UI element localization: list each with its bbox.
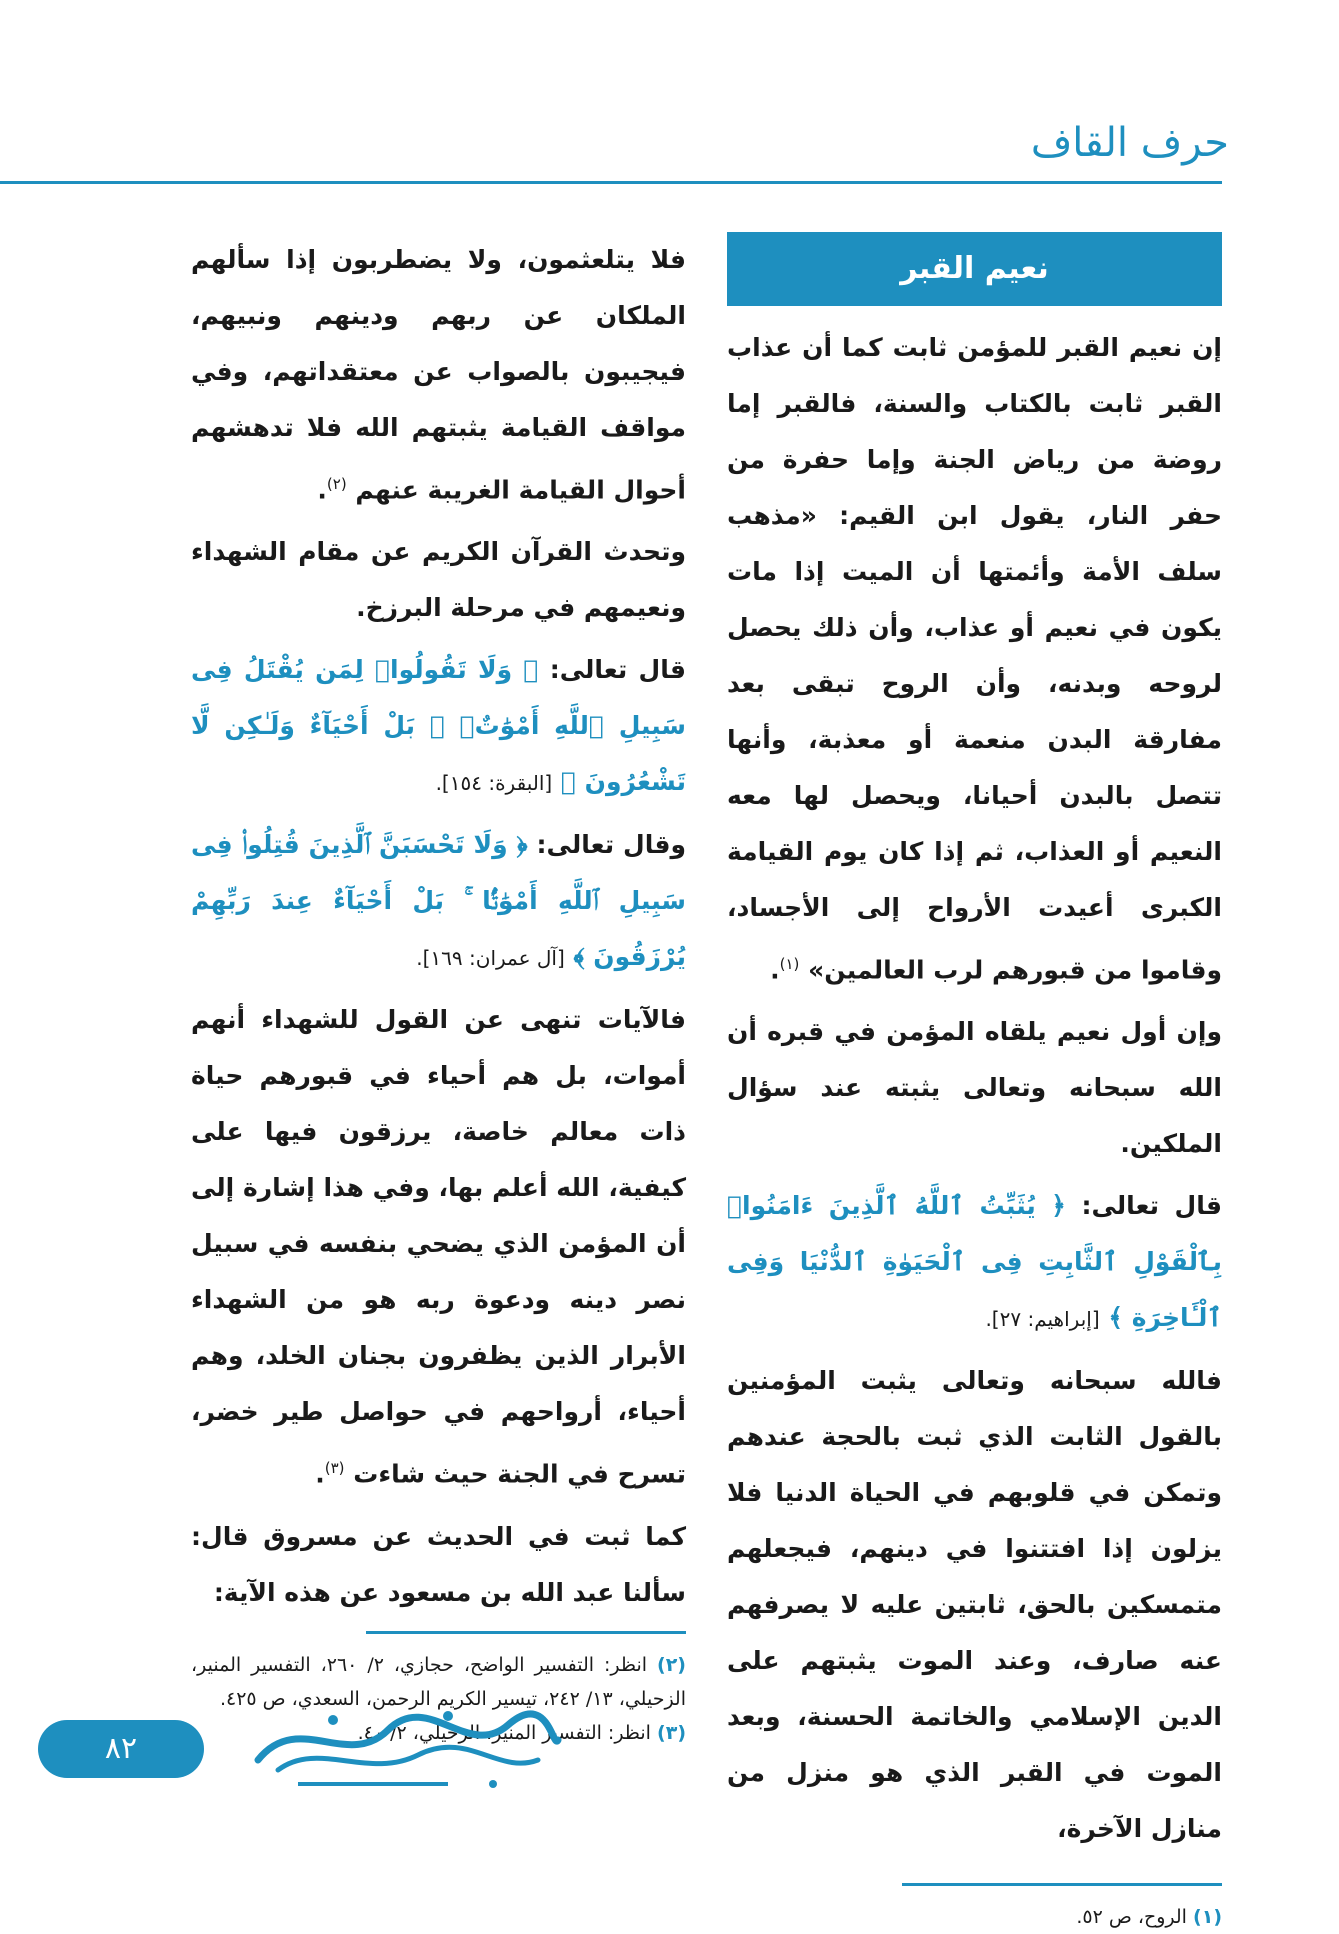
verse-intro: وقال تعالى:: [536, 830, 686, 860]
footnote-ref: (٣): [324, 1459, 345, 1478]
footnote-rule: [366, 1631, 686, 1634]
footnote-text: انظر: التفسير الواضح، حجازي، ٢/ ٢٦٠، التفسير المنير، الزحيلي، ١٣/ ٢٤٢، تيسير الكريم الرحمن، السعدي، ص ٤٢٥.: [191, 1653, 686, 1710]
paragraph-text: فالآيات تنهى عن القول للشهداء أنهم أموات، بل هم أحياء في قبورهم حياة ذات معالم خاصة، يرزقون فيها على كيفية، الله أعلم بها، وفي هذا إشارة إلى أن المؤمن الذي يضحي بنفسه في سبيل نصر دينه ودعوة ربه هو من الشهداء الأبرار الذين يظفرون بجنان الخلد، وهم أحياء، أرواحهم في حواصل طير خضر، تسرح في الجنة حيث شاءت: [191, 1005, 686, 1489]
paragraph: إن نعيم القبر للمؤمن ثابت كما أن عذاب القبر ثابت بالكتاب والسنة، فالقبر إما روضة من رياض الجنة وإما حفرة من حفر النار، يقول ابن القيم: «مذهب سلف الأمة وأئمتها أن الميت إذا مات يكون في نعيم أو عذاب، وأن ذلك يحصل لروحه وبدنه، وأن الروح تبقى بعد مفارقة البدن منعمة أو معذبة، وأنها تتصل بالبدن أحيانا، ويحصل لها معه النعيم أو العذاب، ثم إذا كان يوم القيامة الكبرى أعيدت الأرواح إلى الأجساد، وقاموا من قبورهم لرب العالمين» $^{(١)}$.: [727, 333, 1222, 985]
footnote-number: (٢): [657, 1653, 686, 1676]
paragraph: وإن أول نعيم يلقاه المؤمن في قبره أن الله سبحانه وتعالى يثبته عند سؤال الملكين.: [727, 1017, 1222, 1159]
footnote-rule: [902, 1883, 1222, 1886]
paragraph-verse: [191, 817, 686, 986]
paragraph: وتحدث القرآن الكريم عن مقام الشهداء ونعيمهم في مرحلة البرزخ.: [191, 537, 686, 623]
page-number: ٨٢: [38, 1720, 204, 1778]
header-rule: [0, 181, 1222, 184]
paragraph-text: فلا يتلعثمون، ولا يضطربون إذا سألهم الملكان عن ربهم ودينهم ونبيهم، فيجيبون بالصواب عن معتقداتهم، وفي مواقف القيامة يثبتهم الله فلا تدهشهم أحوال القيامة الغريبة عنهم: [191, 245, 686, 505]
footnote-ref: (٢): [326, 475, 347, 493]
quran-verse: ﴿ وَلَا تَحْسَبَنَّ ٱلَّذِينَ قُتِلُوا۟ فِى سَبِيلِ ٱللَّهِ أَمْوَٰتًۢا ۚ بَلْ أَحْيَآءٌ عِندَ رَبِّهِمْ يُرْزَقُونَ ﴾: [191, 830, 686, 972]
footnote-text: انظر: التفسير المنير، الزحيلي، ٢/ ٤٠.: [357, 1721, 651, 1744]
paragraph-verse: [191, 642, 686, 811]
paragraph-verse: [727, 1178, 1222, 1347]
right-column: [727, 232, 1222, 1934]
header-title: حرف القاف: [1030, 120, 1229, 166]
footnote-number: (٣): [657, 1721, 686, 1744]
paragraph: فالآيات تنهى عن القول للشهداء أنهم أموات، بل هم أحياء في قبورهم حياة ذات معالم خاصة، يرزقون فيها على كيفية، الله أعلم بها، وفي هذا إشارة إلى أن المؤمن الذي يضحي بنفسه في سبيل نصر دينه ودعوة ربه هو من الشهداء الأبرار الذين يظفرون بجنان الخلد، وهم أحياء، أرواحهم في حواصل طير خضر، تسرح في الجنة حيث شاءت $^{(٣)}$.: [191, 1005, 686, 1489]
footnote-text: الروح، ص ٥٢.: [1076, 1906, 1187, 1929]
verse-reference: [إبراهيم: ٢٧].: [985, 1307, 1100, 1332]
paragraph: فلا يتلعثمون، ولا يضطربون إذا سألهم الملكان عن ربهم ودينهم ونبيهم، فيجيبون بالصواب عن معتقداتهم، وفي مواقف القيامة يثبتهم الله فلا تدهشهم أحوال القيامة الغريبة عنهم $^{(٢)}$.: [191, 245, 686, 505]
paragraph: كما ثبت في الحديث عن مسروق قال: سألنا عبد الله بن مسعود عن هذه الآية:: [191, 1521, 686, 1607]
section-banner: نعيم القبر: [727, 232, 1222, 306]
verse-intro: قال تعالى:: [1081, 1191, 1222, 1221]
footnote: [727, 1900, 1222, 1934]
encyclopedia-logo: [238, 1700, 568, 1796]
quran-verse: ﴿ يُثَبِّتُ ٱللَّهُ ٱلَّذِينَ ءَامَنُوا۟ بِٱلْقَوْلِ ٱلثَّابِتِ فِى ٱلْحَيَوٰةِ ٱلدُّنْيَا وَفِى ٱلْـَٔاخِرَةِ ﴾: [727, 1191, 1222, 1333]
footnote-ref: (١): [779, 955, 800, 973]
quran-verse: ﴿ وَلَا تَقُولُوا۟ لِمَن يُقْتَلُ فِى سَبِيلِ ٱللَّهِ أَمْوَٰتٌۢ ۚ بَلْ أَحْيَآءٌ وَلَـٰكِن لَّا تَشْعُرُونَ ﴾: [191, 655, 686, 797]
paragraph-text: إن نعيم القبر للمؤمن ثابت كما أن عذاب القبر ثابت بالكتاب والسنة، فالقبر إما روضة من رياض الجنة وإما حفرة من حفر النار، يقول ابن القيم: «مذهب سلف الأمة وأئمتها أن الميت إذا مات يكون في نعيم أو عذاب، وأن ذلك يحصل لروحه وبدنه، وأن الروح تبقى بعد مفارقة البدن منعمة أو معذبة، وأنها تتصل بالبدن أحيانا، ويحصل لها معه النعيم أو العذاب، ثم إذا كان يوم القيامة الكبرى أعيدت الأرواح إلى الأجساد، وقاموا من قبورهم لرب العالمين»: [727, 333, 1222, 985]
verse-intro: قال تعالى:: [549, 655, 686, 685]
verse-reference: [البقرة: ١٥٤].: [435, 771, 553, 796]
paragraph: فالله سبحانه وتعالى يثبت المؤمنين بالقول الثابت الذي ثبت بالحجة عندهم وتمكن في قلوبهم في الحياة الدنيا فلا يزلون إذا افتتنوا في دينهم، فيجعلهم متمسكين بالحق، ثابتين عليه لا يصرفهم عنه صارف، وعند الموت يثبتهم على الدين الإسلامي والخاتمة الحسنة، وبعد الموت في القبر الذي هو منزل من منازل الآخرة،: [727, 1366, 1222, 1844]
footnote-number: (١): [1193, 1906, 1222, 1929]
left-column: [191, 232, 686, 1750]
verse-reference: [آل عمران: ١٦٩].: [416, 946, 565, 971]
